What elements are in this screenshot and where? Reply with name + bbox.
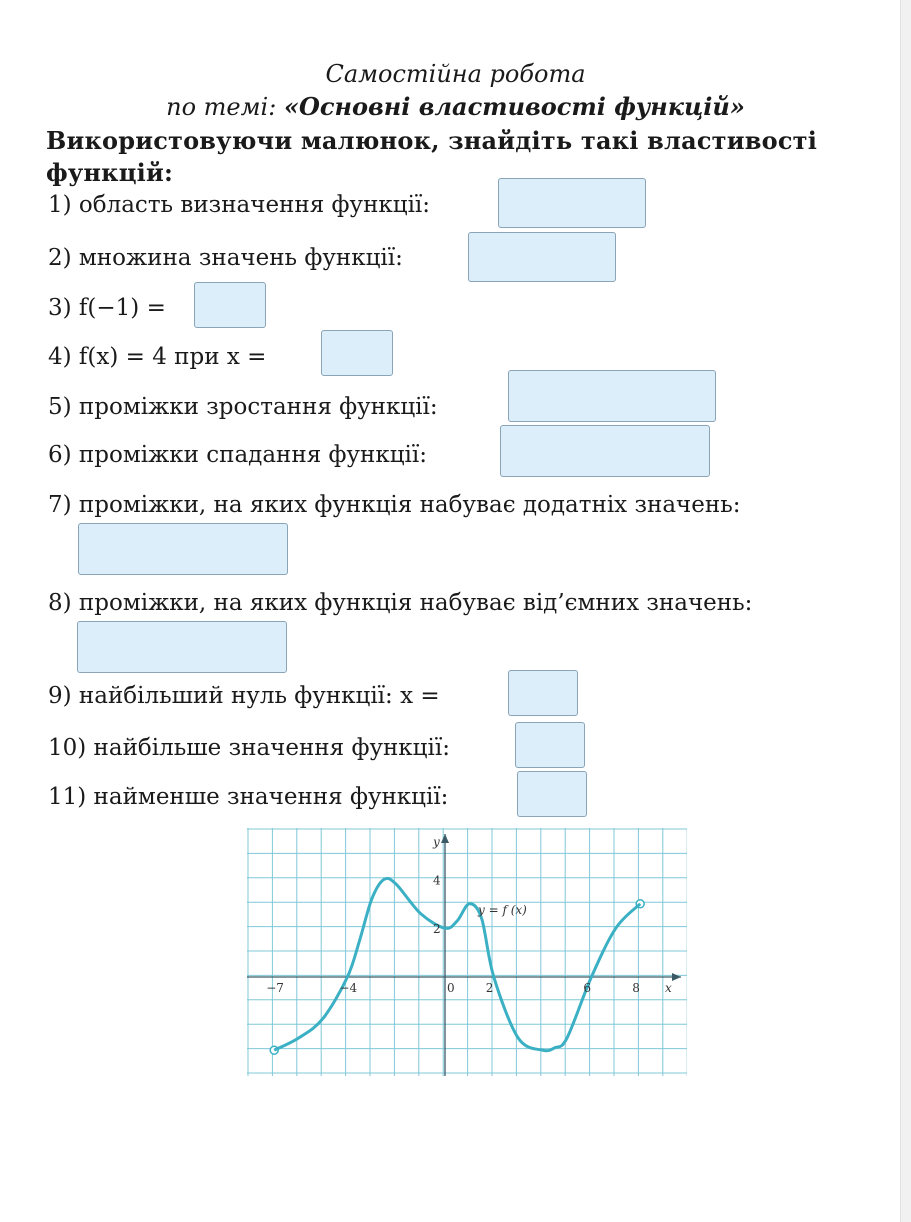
answer-field-6[interactable] (500, 425, 710, 477)
question-8: 8) проміжки, на яких функція набуває від’ємних значень: (48, 590, 753, 616)
question-11: 11) найменше значення функції: (48, 784, 449, 810)
x-tick-label: −7 (266, 981, 284, 995)
y-tick-label: 4 (433, 873, 441, 888)
function-graph (247, 828, 687, 1076)
x-tick-label: 6 (583, 981, 592, 995)
answer-field-9[interactable] (508, 670, 578, 716)
x-tick-label: 8 (632, 981, 640, 995)
answer-field-5[interactable] (508, 370, 716, 422)
topic-prefix: по темі: (166, 93, 284, 121)
x-axis-label: x (665, 981, 672, 995)
question-2: 2) множина значень функції: (48, 245, 403, 271)
answer-field-7[interactable] (78, 523, 288, 575)
question-6: 6) проміжки спадання функції: (48, 442, 428, 468)
answer-field-4[interactable] (321, 330, 393, 376)
page-edge (900, 0, 911, 1222)
answer-field-3[interactable] (194, 282, 266, 328)
answer-field-8[interactable] (77, 621, 287, 673)
curve-label: y = f (x) (478, 902, 527, 917)
graph-axes (247, 834, 681, 1076)
question-7: 7) проміжки, на яких функція набуває додатніх значень: (48, 492, 741, 518)
y-axis-arrow (441, 834, 449, 843)
x-tick-label: −4 (339, 981, 358, 995)
question-10: 10) найбільше значення функції: (48, 735, 450, 761)
worksheet-topic (0, 92, 911, 121)
x-axis-arrow (672, 973, 681, 981)
answer-field-10[interactable] (515, 722, 585, 768)
question-4: 4) f(x) = 4 при x = (48, 344, 267, 370)
answer-field-1[interactable] (498, 178, 646, 228)
y-axis-label: y (433, 835, 440, 849)
question-5: 5) проміжки зростання функції: (48, 394, 438, 420)
question-1: 1) область визначення функції: (48, 192, 431, 218)
question-3: 3) f(−1) = (48, 295, 166, 321)
x-tick-label: 0 (447, 981, 455, 995)
x-tick-label: 2 (485, 981, 494, 995)
task-heading: Використовуючи малюнок, знайдіть такі властивості функцій: (46, 126, 818, 187)
topic-name: «Основні властивості функцій» (283, 92, 745, 121)
answer-field-11[interactable] (517, 771, 587, 817)
question-9: 9) найбільший нуль функції: x = (48, 683, 440, 709)
graph-grid (247, 828, 687, 1076)
worksheet-title: Самостійна робота (325, 60, 586, 88)
function-curve (274, 878, 640, 1050)
answer-field-2[interactable] (468, 232, 616, 282)
y-tick-label: 2 (433, 922, 441, 937)
